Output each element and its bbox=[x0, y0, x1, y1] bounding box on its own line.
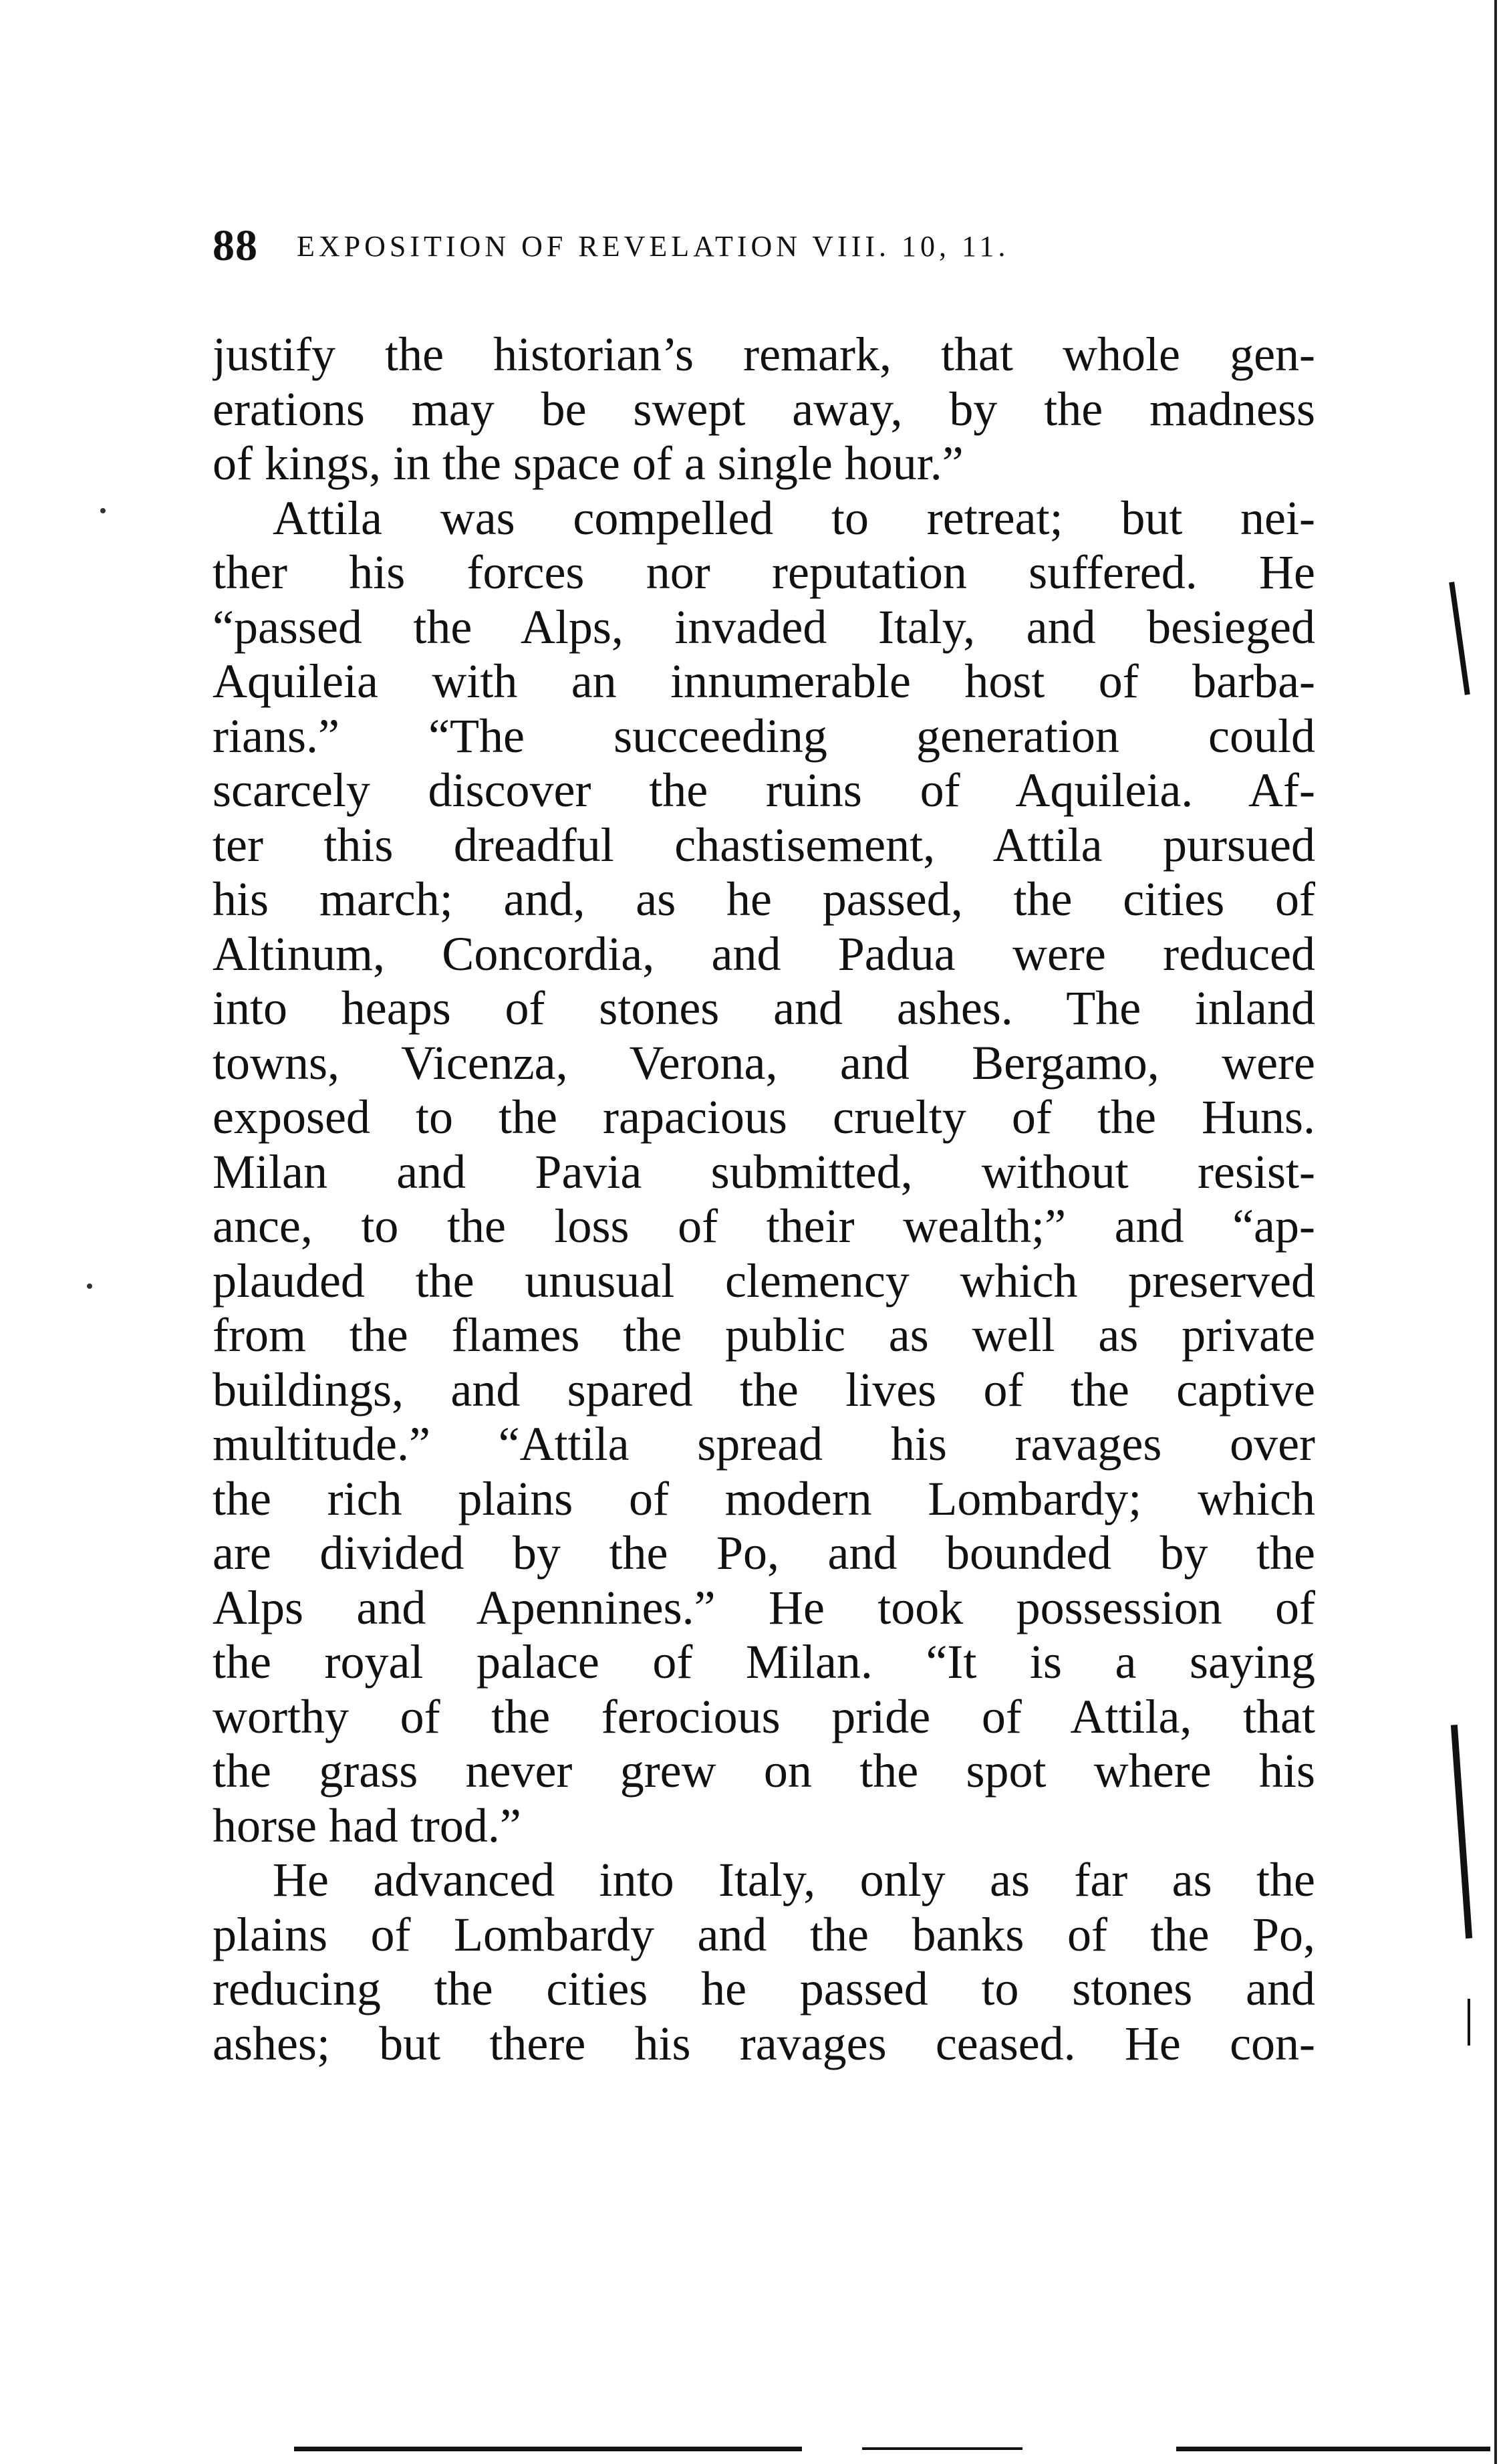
bottom-rule bbox=[294, 2447, 802, 2451]
text-line: Attila was compelled to retreat; but nei- bbox=[273, 491, 1315, 545]
text-line: worthy of the ferocious pride of Attila, that bbox=[213, 1689, 1315, 1743]
text-line: Milan and Pavia submitted, without resist- bbox=[213, 1144, 1315, 1199]
scan-dot bbox=[100, 508, 106, 513]
text-line: ance, to the loss of their wealth;” and “ap- bbox=[213, 1199, 1315, 1253]
text-line: ter this dreadful chastisement, Attila pursued bbox=[213, 818, 1315, 872]
text-line: erations may be swept away, by the madness bbox=[213, 382, 1315, 436]
text-line: multitude.” “Attila spread his ravages over bbox=[213, 1417, 1315, 1471]
text-line: ther his forces nor reputation suffered. He bbox=[213, 545, 1315, 599]
bottom-rule bbox=[1176, 2447, 1490, 2451]
text-line: exposed to the rapacious cruelty of the Huns. bbox=[213, 1090, 1315, 1144]
body-text bbox=[213, 328, 1315, 2071]
text-line: horse had trod.” bbox=[213, 1798, 521, 1852]
text-line: Altinum, Concordia, and Padua were reduced bbox=[213, 927, 1315, 981]
text-line: of kings, in the space of a single hour.” bbox=[213, 437, 964, 490]
paragraph bbox=[213, 491, 1315, 1854]
text-line: reducing the cities he passed to stones and bbox=[213, 1962, 1315, 2015]
text-line: his march; and, as he passed, the cities of bbox=[213, 872, 1315, 926]
page-number: 88 bbox=[213, 221, 258, 270]
scan-margin-mark bbox=[1468, 1999, 1470, 2046]
text-line: are divided by the Po, and bounded by the bbox=[213, 1526, 1315, 1580]
running-head bbox=[213, 221, 1322, 281]
scan-margin-mark bbox=[1449, 582, 1470, 695]
scan-dot bbox=[87, 1283, 92, 1289]
text-line: He advanced into Italy, only as far as the bbox=[273, 1853, 1315, 1906]
text-line: towns, Vicenza, Verona, and Bergamo, were bbox=[213, 1035, 1315, 1090]
page-edge bbox=[1494, 0, 1497, 2464]
paragraph bbox=[213, 328, 1315, 491]
running-head-title: EXPOSITION OF REVELATION VIII. 10, 11. bbox=[297, 230, 1010, 263]
text-line: from the flames the public as well as private bbox=[213, 1308, 1315, 1362]
text-line: buildings, and spared the lives of the captive bbox=[213, 1362, 1315, 1416]
text-line: rians.” “The succeeding generation could bbox=[213, 709, 1315, 763]
text-line: Aquileia with an innumerable host of barba- bbox=[213, 654, 1315, 708]
text-line: ashes; but there his ravages ceased. He con- bbox=[213, 2016, 1315, 2070]
text-line: the rich plains of modern Lombardy; which bbox=[213, 1471, 1315, 1525]
bottom-rule bbox=[862, 2447, 1022, 2450]
text-line: the royal palace of Milan. “It is a saying bbox=[213, 1635, 1315, 1689]
text-line: Alps and Apennines.” He took possession of bbox=[213, 1580, 1315, 1634]
text-line: “passed the Alps, invaded Italy, and besieged bbox=[213, 600, 1315, 654]
text-line: the grass never grew on the spot where his bbox=[213, 1744, 1315, 1798]
scan-margin-mark bbox=[1451, 1725, 1472, 1939]
text-line: plauded the unusual clemency which preserved bbox=[213, 1253, 1315, 1308]
text-line: into heaps of stones and ashes. The inland bbox=[213, 981, 1315, 1035]
text-line: justify the historian’s remark, that whole gen- bbox=[213, 328, 1315, 381]
text-line: plains of Lombardy and the banks of the Po, bbox=[213, 1907, 1315, 1961]
paragraph bbox=[213, 1853, 1315, 2071]
text-line: scarcely discover the ruins of Aquileia. Af- bbox=[213, 763, 1315, 817]
